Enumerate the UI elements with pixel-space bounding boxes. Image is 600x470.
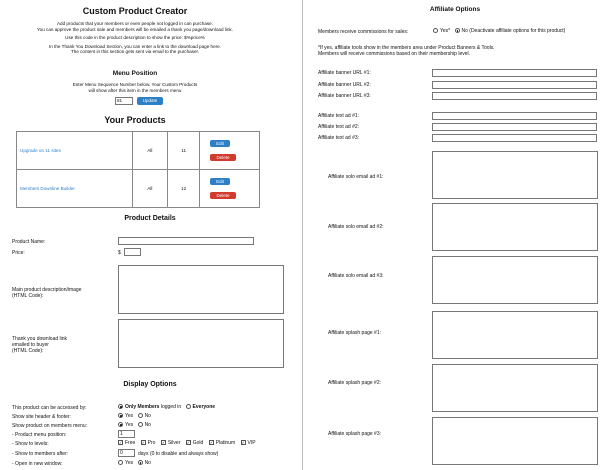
menu-position-input[interactable]: 1	[118, 430, 135, 438]
menu-position-desc-line: Enter Menu Sequence Number below. Your Custom Products	[72, 82, 198, 87]
product-name-link[interactable]: Members Downline Builder	[17, 170, 133, 208]
newwin-yes-radio[interactable]	[118, 460, 123, 465]
product-seq: 12	[168, 170, 200, 208]
newwin-no-label: No	[144, 460, 151, 466]
intro-line: Add products that your members or even people not logged in can purchase.	[56, 21, 214, 26]
access-label: This product can be accessed by:	[12, 405, 87, 411]
text-ad-label-3: Affiliate text ad #3:	[318, 135, 360, 141]
menu-yes-radio[interactable]	[118, 422, 123, 427]
level-vip-checkbox[interactable]: ✓	[241, 440, 245, 446]
level-vip-label: VIP	[247, 440, 256, 446]
description-label-line: Main product description/image	[12, 287, 82, 293]
banner-label-1: Affiliate banner URL #1:	[318, 70, 371, 76]
level-platinum-label: Platinum	[215, 440, 236, 446]
product-level: All	[132, 170, 168, 208]
banner-input-3[interactable]	[432, 92, 597, 100]
banner-label-2: Affiliate banner URL #2:	[318, 82, 371, 88]
text-ad-input-1[interactable]	[432, 112, 597, 120]
level-gold-label: Gold	[192, 440, 204, 446]
product-name-label: Product Name:	[12, 239, 46, 245]
splash-textarea-1[interactable]	[432, 311, 598, 359]
access-everyone-label: Everyone	[192, 404, 216, 410]
commission-yes-radio[interactable]	[433, 28, 438, 33]
level-pro-label: Pro	[147, 440, 156, 446]
commission-options	[433, 28, 565, 34]
intro-text	[0, 21, 270, 55]
thankyou-label-line: emailed to buyer	[12, 342, 49, 348]
level-silver-checkbox[interactable]: ✓	[161, 440, 166, 446]
product-level: All	[132, 132, 168, 170]
currency-symbol: $	[118, 250, 121, 256]
intro-line: The content in this section gets sent via email to the purchaser.	[70, 49, 200, 55]
product-name-input[interactable]	[118, 237, 254, 245]
column-divider	[302, 0, 303, 470]
header-footer-options	[118, 413, 151, 419]
menu-position-desc	[0, 82, 270, 93]
page-title	[0, 6, 270, 16]
splash-textarea-3[interactable]	[432, 417, 598, 465]
header-no-radio[interactable]	[138, 413, 143, 418]
solo-textarea-3[interactable]	[432, 256, 598, 304]
delete-button[interactable]: Delete	[210, 154, 236, 161]
solo-label-3: Affiliate solo email ad #3:	[328, 273, 384, 279]
product-details-heading-text: Product Details	[124, 215, 176, 222]
show-after-suffix: days (0 to disable and always show)	[138, 451, 219, 457]
members-menu-options	[118, 422, 151, 428]
text-ad-label-1: Affiliate text ad #1:	[318, 113, 360, 119]
access-everyone-radio[interactable]	[186, 404, 191, 409]
right-panel	[310, 0, 600, 470]
commission-no-radio[interactable]	[455, 28, 460, 33]
price-input[interactable]	[124, 248, 141, 256]
text-ad-label-2: Affiliate text ad #2:	[318, 124, 360, 130]
affiliate-options-heading	[310, 6, 600, 13]
intro-line: You can approve the product sale and members will be emailed a thank you page/download link.	[37, 26, 233, 32]
commission-note-line: Members will receive commissions based on their membership level.	[318, 51, 470, 57]
solo-textarea-1[interactable]	[432, 151, 598, 199]
description-label-line: (HTML Code):	[12, 293, 44, 299]
header-yes-label: Yes	[125, 413, 134, 419]
text-ad-input-2[interactable]	[432, 123, 597, 131]
table-row	[17, 132, 260, 170]
level-gold-checkbox[interactable]: ✓	[186, 440, 191, 446]
newwin-no-radio[interactable]	[138, 460, 143, 465]
access-members-label: Only Members	[125, 404, 160, 410]
product-actions	[200, 132, 260, 170]
update-button[interactable]: Update	[137, 97, 163, 105]
levels-label: - Show to levels:	[12, 441, 49, 447]
menu-position-label: - Product menu position:	[12, 432, 67, 438]
display-options-heading-text: Display Options	[123, 381, 177, 388]
menu-no-label: No	[144, 422, 151, 428]
table-row	[17, 170, 260, 208]
product-actions	[200, 170, 260, 208]
your-products-heading-text: Your Products	[104, 115, 166, 125]
solo-label-1: Affiliate solo email ad #1:	[328, 174, 384, 180]
your-products-heading	[0, 115, 270, 125]
solo-textarea-2[interactable]	[432, 203, 598, 251]
thankyou-label	[12, 336, 67, 354]
show-after-input[interactable]: 0	[118, 449, 135, 457]
level-pro-checkbox[interactable]: ✓	[141, 440, 146, 446]
description-label	[12, 287, 81, 299]
commission-yes-label: Yes*	[440, 28, 451, 34]
banner-label-3: Affiliate banner URL #3:	[318, 93, 371, 99]
show-after-label: - Show to members after:	[12, 451, 69, 457]
level-platinum-checkbox[interactable]: ✓	[209, 440, 214, 446]
text-ad-input-3[interactable]	[432, 134, 597, 142]
description-textarea[interactable]	[118, 265, 284, 314]
splash-label-3: Affiliate splash page #3:	[328, 431, 382, 437]
header-footer-label: Show site header & footer:	[12, 414, 71, 420]
products-table	[16, 131, 260, 208]
display-options-heading	[0, 381, 300, 388]
level-silver-label: Silver	[167, 440, 181, 446]
edit-button[interactable]: Edit	[210, 140, 230, 147]
menu-position-desc-line: will show after this item in the members menu	[88, 87, 182, 93]
commission-note-line: *If yes, affiliate tools show in the members area under Product Banners & Tools.	[318, 45, 495, 51]
menu-position-heading-text: Menu Position	[112, 70, 158, 77]
new-window-options	[118, 460, 151, 466]
affiliate-options-heading-text: Affiliate Options	[429, 6, 481, 13]
splash-textarea-2[interactable]	[432, 364, 598, 412]
edit-button[interactable]: Edit	[210, 178, 230, 185]
commission-note	[318, 45, 495, 57]
menu-position-heading	[0, 70, 270, 77]
level-free-checkbox[interactable]: ✓	[119, 440, 123, 446]
thankyou-label-line: Thank you download link	[12, 336, 68, 342]
access-members-suffix: logged in	[159, 404, 182, 410]
thankyou-textarea[interactable]	[118, 319, 284, 368]
delete-button[interactable]: Delete	[210, 192, 236, 199]
product-details-heading	[0, 215, 300, 222]
menu-no-radio[interactable]	[138, 422, 143, 427]
header-yes-radio[interactable]	[118, 413, 123, 418]
commission-no-label: No (Deactivate affiliate options for this product)	[461, 28, 566, 34]
splash-label-1: Affiliate splash page #1:	[328, 330, 382, 336]
level-free-label: Free	[125, 440, 136, 446]
price-label: Price:	[12, 250, 25, 256]
banner-input-2[interactable]	[432, 81, 597, 89]
members-menu-label: Show product on members menu:	[12, 423, 88, 429]
newwin-yes-label: Yes	[125, 460, 134, 466]
thankyou-label-line: (HTML Code):	[12, 348, 44, 354]
page-title-text: Custom Product Creator	[82, 6, 188, 16]
access-members-radio[interactable]	[118, 404, 123, 409]
banner-input-1[interactable]	[432, 69, 597, 77]
commission-label: Members receive commissions for sales:	[318, 29, 409, 35]
menu-yes-label: Yes	[125, 422, 134, 428]
levels-checkboxes	[118, 440, 260, 446]
product-name-link[interactable]: Upgrade on 11 sites	[17, 132, 133, 170]
menu-sequence-input[interactable]: 81	[115, 97, 133, 105]
splash-label-2: Affiliate splash page #2:	[328, 380, 382, 386]
intro-line: In the Thank You Download Section, you can enter a link to the download page here.	[48, 43, 222, 49]
intro-line: Use this code in the product description to show the price: $%price%	[65, 35, 205, 41]
access-options	[118, 404, 215, 410]
product-seq: 11	[168, 132, 200, 170]
solo-label-2: Affiliate solo email ad #2:	[328, 224, 384, 230]
header-no-label: No	[144, 413, 151, 419]
new-window-label: - Open in new window:	[12, 461, 63, 467]
